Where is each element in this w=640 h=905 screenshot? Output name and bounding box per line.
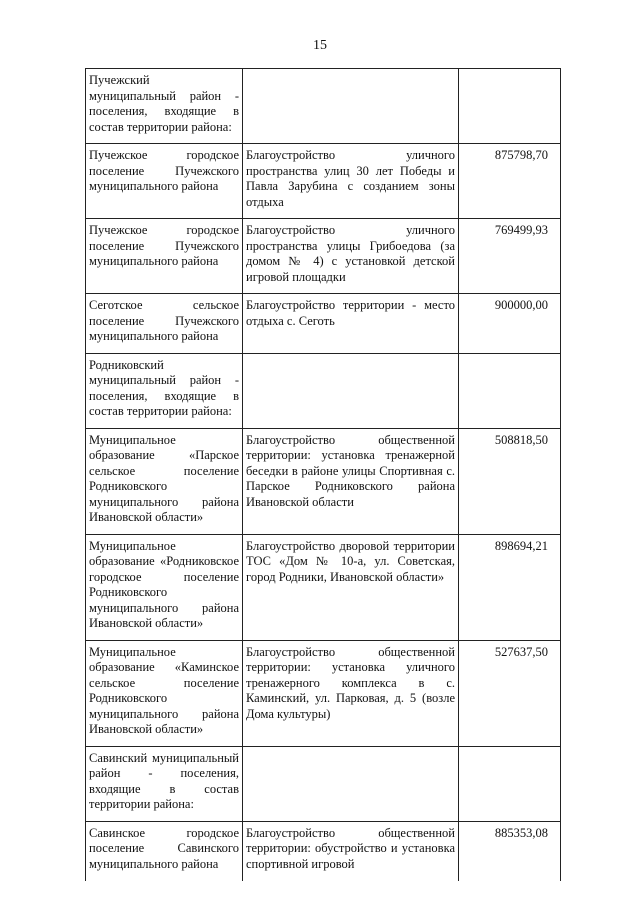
table-row xyxy=(86,144,561,219)
project-cell: Благоустройство территории - место отдыха с. Сеготь xyxy=(243,294,459,354)
recipient-cell: Пучежский муниципальный район - поселения, входящие в состав территории района: xyxy=(86,69,243,144)
table-row xyxy=(86,219,561,294)
project-cell xyxy=(243,746,459,821)
recipient-cell: Савинское городское поселение Савинского муниципального района xyxy=(86,821,243,881)
amount-cell xyxy=(459,69,561,144)
amount-cell: 900000,00 xyxy=(459,294,561,354)
project-cell xyxy=(243,69,459,144)
table-row xyxy=(86,640,561,746)
table-row xyxy=(86,428,561,534)
table-row xyxy=(86,353,561,428)
project-cell: Благоустройство дворовой территории ТОС «Дом № 10-а, ул. Советская, город Родники, Ивановской области» xyxy=(243,534,459,640)
project-cell: Благоустройство уличного пространства улицы Грибоедова (за домом № 4) с установкой детской игровой площадки xyxy=(243,219,459,294)
page-number: 15 xyxy=(313,38,327,53)
project-cell xyxy=(243,353,459,428)
amount-cell: 527637,50 xyxy=(459,640,561,746)
amount-cell: 508818,50 xyxy=(459,428,561,534)
recipient-cell: Муниципальное образование «Парское сельское поселение Родниковского муниципального района Ивановской области» xyxy=(86,428,243,534)
recipient-cell: Пучежское городское поселение Пучежского муниципального района xyxy=(86,144,243,219)
recipient-cell: Пучежское городское поселение Пучежского муниципального района xyxy=(86,219,243,294)
amount-cell: 898694,21 xyxy=(459,534,561,640)
allocation-table xyxy=(85,68,561,881)
table-row xyxy=(86,746,561,821)
recipient-cell: Муниципальное образование «Каминское сельское поселение Родниковского муниципального района Ивановской области» xyxy=(86,640,243,746)
amount-cell: 885353,08 xyxy=(459,821,561,881)
amount-cell: 769499,93 xyxy=(459,219,561,294)
project-cell: Благоустройство общественной территории: установка тренажерной беседки в районе улицы Спортивная с. Парское Родниковского района Ивановской области xyxy=(243,428,459,534)
amount-cell xyxy=(459,353,561,428)
recipient-cell: Сеготское сельское поселение Пучежского муниципального района xyxy=(86,294,243,354)
table-row xyxy=(86,294,561,354)
project-cell: Благоустройство уличного пространства улиц 30 лет Победы и Павла Зарубина с созданием зоны отдыха xyxy=(243,144,459,219)
recipient-cell: Муниципальное образование «Родниковское городское поселение Родниковского муниципального района Ивановской области» xyxy=(86,534,243,640)
amount-cell xyxy=(459,746,561,821)
table-row xyxy=(86,69,561,144)
table-row xyxy=(86,534,561,640)
amount-cell: 875798,70 xyxy=(459,144,561,219)
recipient-cell: Родниковский муниципальный район - поселения, входящие в состав территории района: xyxy=(86,353,243,428)
project-cell: Благоустройство общественной территории: установка уличного тренажерного комплекса в с. Каминский, ул. Парковая, д. 5 (возле Дома культуры) xyxy=(243,640,459,746)
recipient-cell: Савинский муниципальный район - поселения, входящие в состав территории района: xyxy=(86,746,243,821)
project-cell: Благоустройство общественной территории: обустройство и установка спортивной игровой xyxy=(243,821,459,881)
table-row xyxy=(86,821,561,881)
